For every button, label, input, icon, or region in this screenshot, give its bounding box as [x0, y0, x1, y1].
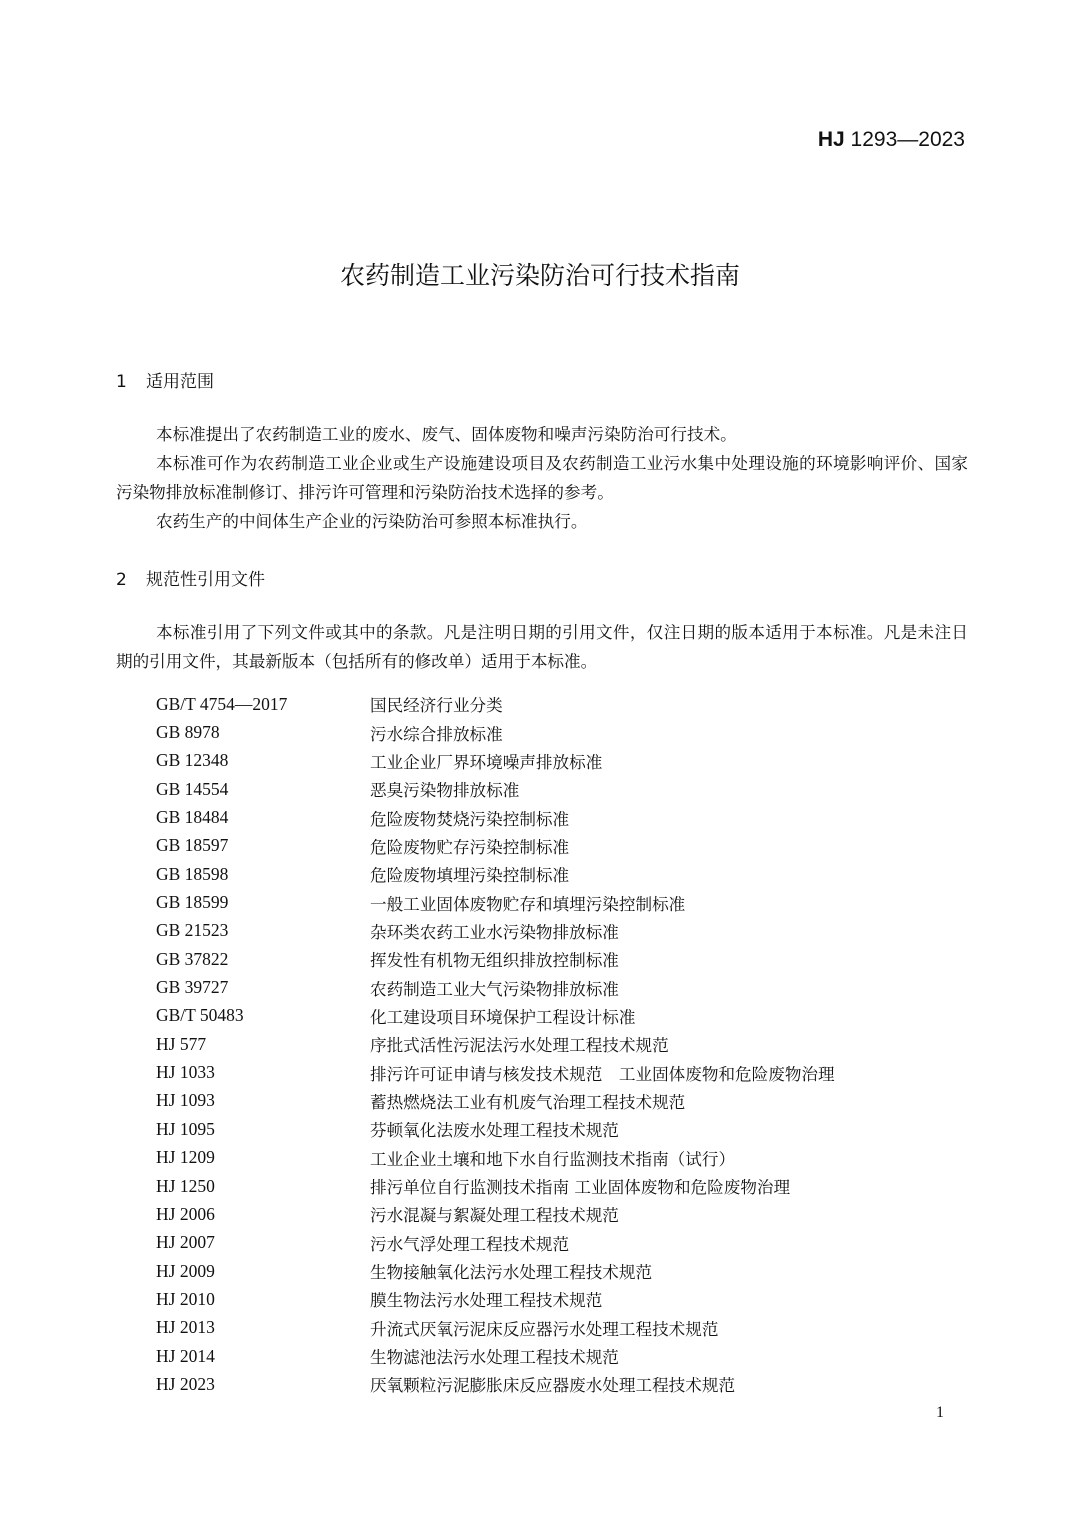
reference-title: 危险废物焚烧污染控制标准 [370, 809, 570, 829]
reference-code: GB/T 4754—2017 [156, 693, 288, 714]
reference-code: HJ 2007 [156, 1232, 215, 1253]
reference-item [156, 888, 835, 916]
document-title: 农药制造工业污染防治可行技术指南 [339, 261, 740, 290]
standard-number [818, 128, 965, 152]
standard-prefix: HJ [817, 128, 845, 151]
reference-code: HJ 1250 [156, 1175, 215, 1196]
reference-item [156, 803, 835, 831]
reference-title: 厌氧颗粒污泥膨胀床反应器废水处理工程技术规范 [370, 1376, 736, 1396]
reference-code: GB 21523 [156, 920, 229, 941]
reference-code: GB 14554 [156, 778, 229, 799]
paragraph: 农药生产的中间体生产企业的污染防治可参照本标准执行。 [156, 512, 588, 531]
reference-code: HJ 2006 [156, 1203, 215, 1224]
reference-item [156, 1115, 835, 1143]
reference-code: GB 18597 [156, 835, 229, 856]
reference-title: 危险废物贮存污染控制标准 [370, 837, 570, 857]
reference-item [156, 1342, 835, 1370]
section-heading-1 [116, 367, 214, 392]
reference-title: 序批式活性污泥法污水处理工程技术规范 [370, 1036, 669, 1056]
reference-code: GB 18598 [156, 863, 229, 884]
section-2-body [116, 618, 968, 676]
reference-item [156, 1172, 835, 1200]
reference-title: 污水气浮处理工程技术规范 [370, 1234, 570, 1254]
reference-item [156, 1314, 835, 1342]
reference-title: 农药制造工业大气污染物排放标准 [370, 979, 619, 999]
standard-code: 1293—2023 [844, 128, 965, 151]
reference-item [156, 718, 835, 746]
reference-code: HJ 2013 [156, 1317, 215, 1338]
reference-code: HJ 2023 [156, 1373, 215, 1394]
section-title: 适用范围 [146, 372, 214, 392]
reference-title: 恶臭污染物排放标准 [370, 781, 520, 801]
reference-title: 挥发性有机物无组织排放控制标准 [370, 951, 619, 971]
reference-item [156, 775, 835, 803]
reference-code: GB 18599 [156, 892, 229, 913]
reference-list [156, 690, 835, 1399]
reference-title: 危险废物填埋污染控制标准 [370, 866, 570, 886]
section-heading-2 [116, 565, 265, 590]
reference-title: 一般工业固体废物贮存和填埋污染控制标准 [370, 894, 686, 914]
section-title: 规范性引用文件 [146, 570, 265, 590]
reference-item [156, 1087, 835, 1115]
reference-title: 蓄热燃烧法工业有机废气治理工程技术规范 [370, 1092, 686, 1112]
reference-code: HJ 577 [156, 1033, 207, 1054]
reference-item [156, 1144, 835, 1172]
reference-item [156, 1002, 835, 1030]
reference-title: 升流式厌氧污泥床反应器污水处理工程技术规范 [370, 1319, 719, 1339]
reference-code: GB 12348 [156, 750, 229, 771]
reference-title: 生物接触氧化法污水处理工程技术规范 [370, 1263, 653, 1283]
reference-title: 膜生物法污水处理工程技术规范 [370, 1291, 603, 1311]
reference-code: GB/T 50483 [156, 1005, 244, 1026]
section-number: 1 [116, 372, 127, 392]
section-1-body [116, 420, 968, 536]
section-number: 2 [116, 570, 127, 590]
reference-code: GB 39727 [156, 977, 229, 998]
reference-item [156, 690, 835, 718]
reference-title: 杂环类农药工业水污染物排放标准 [370, 922, 619, 942]
reference-code: GB 8978 [156, 722, 220, 743]
reference-item [156, 973, 835, 1001]
reference-item [156, 1370, 835, 1398]
reference-code: HJ 2009 [156, 1260, 215, 1281]
reference-item [156, 1285, 835, 1313]
reference-code: HJ 2014 [156, 1345, 215, 1366]
reference-title: 污水混凝与絮凝处理工程技术规范 [370, 1206, 619, 1226]
reference-item [156, 1030, 835, 1058]
paragraph: 本标准引用了下列文件或其中的条款。凡是注明日期的引用文件，仅注日期的版本适用于本标准。凡是未注日期的引用文件，其最新版本（包括所有的修改单）适用于本标准。 [116, 623, 968, 671]
reference-item [156, 747, 835, 775]
reference-item [156, 917, 835, 945]
reference-item [156, 1200, 835, 1228]
reference-item [156, 1229, 835, 1257]
page-number: 1 [936, 1404, 944, 1421]
reference-item [156, 832, 835, 860]
reference-item [156, 945, 835, 973]
paragraph: 本标准可作为农药制造工业企业或生产设施建设项目及农药制造工业污水集中处理设施的环境影响评价、国家污染物排放标准制修订、排污许可管理和污染防治技术选择的参考。 [116, 454, 968, 502]
reference-code: HJ 2010 [156, 1288, 215, 1309]
reference-title: 工业企业土壤和地下水自行监测技术指南（试行） [370, 1149, 736, 1169]
reference-title: 国民经济行业分类 [370, 696, 503, 716]
reference-title: 污水综合排放标准 [370, 724, 503, 744]
reference-title: 排污许可证申请与核发技术规范 工业固体废物和危险废物治理 [370, 1064, 835, 1084]
paragraph: 本标准提出了农药制造工业的废水、废气、固体废物和噪声污染防治可行技术。 [156, 425, 737, 444]
reference-title: 生物滤池法污水处理工程技术规范 [370, 1348, 619, 1368]
reference-item [156, 1257, 835, 1285]
reference-title: 工业企业厂界环境噪声排放标准 [370, 752, 603, 772]
reference-item [156, 1058, 835, 1086]
reference-title: 排污单位自行监测技术指南 工业固体废物和危险废物治理 [370, 1178, 791, 1198]
reference-code: GB 18484 [156, 807, 229, 828]
reference-code: GB 37822 [156, 948, 229, 969]
reference-item [156, 860, 835, 888]
reference-code: HJ 1095 [156, 1118, 215, 1139]
reference-title: 芬顿氧化法废水处理工程技术规范 [370, 1121, 619, 1141]
reference-code: HJ 1033 [156, 1062, 215, 1083]
reference-title: 化工建设项目环境保护工程设计标准 [370, 1007, 636, 1027]
reference-code: HJ 1209 [156, 1147, 215, 1168]
reference-code: HJ 1093 [156, 1090, 215, 1111]
